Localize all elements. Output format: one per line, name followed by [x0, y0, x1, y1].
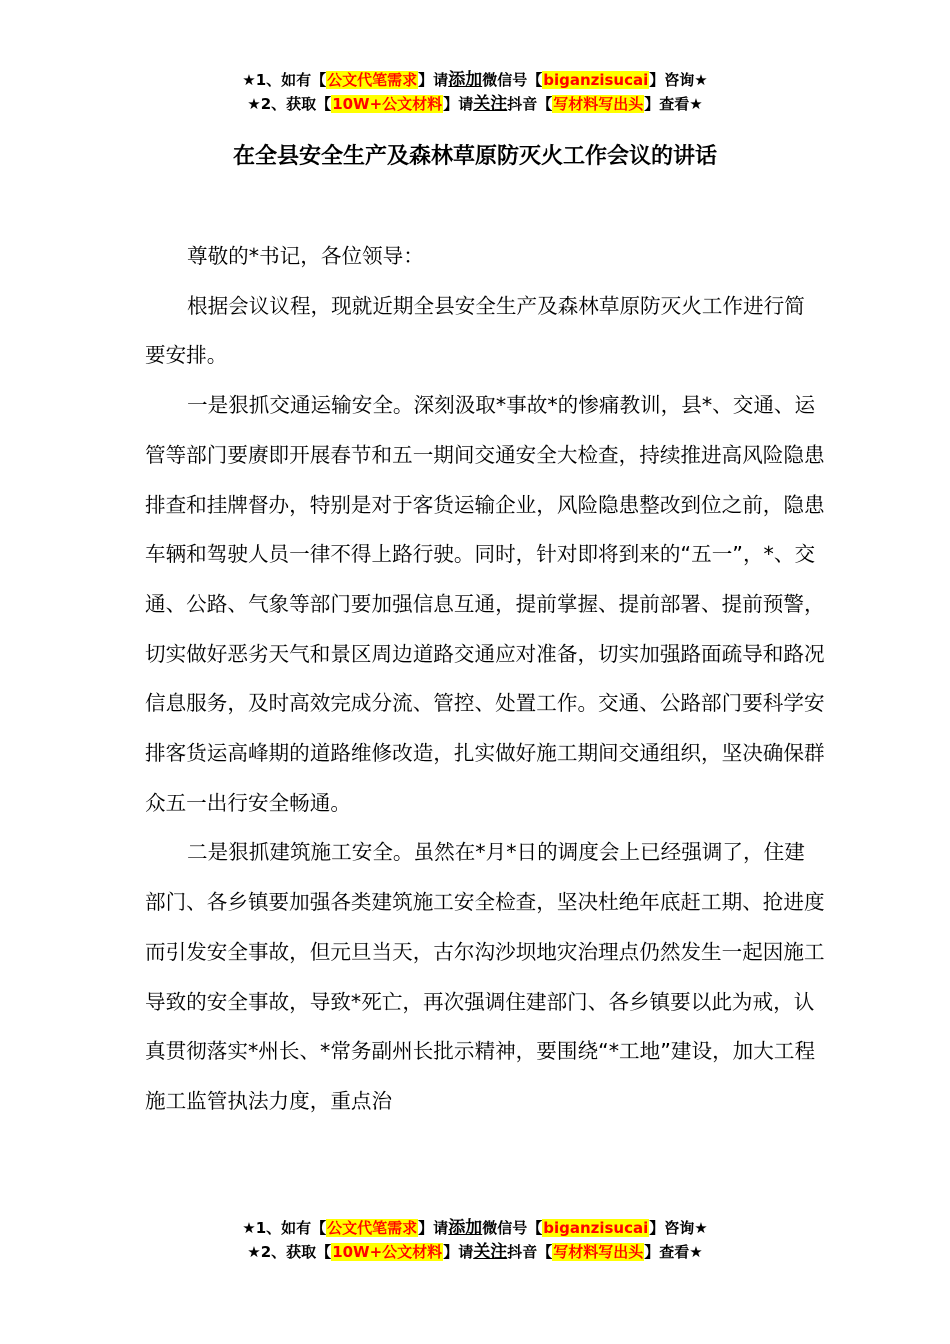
banner-text: 】咨询★ — [649, 1219, 708, 1237]
highlight-materials: 10W+公文材料 — [332, 1243, 443, 1261]
banner-text: 】请 — [443, 1243, 474, 1261]
highlight-service: 公文代笔需求 — [327, 1219, 418, 1237]
banner-text: 抖音【 — [507, 1243, 553, 1261]
banner-line-2 — [0, 1240, 950, 1264]
paragraph-intro: 根据会议议程，现就近期全县安全生产及森林草原防灭火工作进行简要安排。 — [145, 293, 805, 368]
document-body — [145, 232, 825, 1127]
highlight-wechat-id: biganzisucai — [543, 71, 649, 89]
banner-text: 】咨询★ — [649, 71, 708, 89]
banner-line-1 — [0, 68, 950, 92]
banner-text: ★2、获取【 — [247, 95, 332, 113]
banner-emphasis: 添加 — [448, 1218, 483, 1238]
banner-text: ★2、获取【 — [247, 1243, 332, 1261]
banner-emphasis: 添加 — [448, 70, 483, 90]
banner-text: ★1、如有【 — [242, 1219, 327, 1237]
banner-line-1 — [0, 1216, 950, 1240]
highlight-materials: 10W+公文材料 — [332, 95, 443, 113]
banner-text: 微信号【 — [482, 71, 543, 89]
banner-text: 】请 — [418, 71, 449, 89]
highlight-wechat-id: biganzisucai — [543, 1219, 649, 1237]
paragraph-construction-safety: 二是狠抓建筑施工安全。虽然在*月*日的调度会上已经强调了，住建部门、各乡镇要加强各类建筑施工安全检查，坚决杜绝年底赶工期、抢进度而引发安全事故，但元旦当天，古尔沟沙坝地灾治理点仍然发生一起因施工导致的安全事故，导致*死亡，再次强调住建部门、各乡镇要以此为戒，认真贯彻落实*州长、*常务副州长批示精神，要围绕“*工地”建设，加大工程施工监管执法力度，重点治 — [145, 840, 825, 1113]
highlight-service: 公文代笔需求 — [327, 71, 418, 89]
banner-emphasis: 关注 — [473, 1242, 508, 1262]
footer-banner — [0, 1216, 950, 1264]
banner-text: 】请 — [443, 95, 474, 113]
highlight-douyin: 写材料写出头 — [553, 95, 644, 113]
document-title: 在全县安全生产及森林草原防灭火工作会议的讲话 — [232, 144, 717, 169]
banner-text: ★1、如有【 — [242, 71, 327, 89]
paragraph-traffic-safety: 一是狠抓交通运输安全。深刻汲取*事故*的惨痛教训，县*、交通、运管等部门要赓即开展春节和五一期间交通安全大检查，持续推进高风险隐患排查和挂牌督办，特别是对于客货运输企业，风险隐患整改到位之前，隐患车辆和驾驶人员一律不得上路行驶。同时，针对即将到来的“五一”，*、交通、公路、气象等部门要加强信息互通，提前掌握、提前部署、提前预警，切实做好恶劣天气和景区周边道路交通应对准备，切实加强路面疏导和路况信息服务，及时高效完成分流、管控、处置工作。交通、公路部门要科学安排客货运高峰期的道路维修改造，扎实做好施工期间交通组织，坚决确保群众五一出行安全畅通。 — [145, 393, 825, 815]
banner-text: 微信号【 — [482, 1219, 543, 1237]
banner-text: 】查看★ — [644, 1243, 703, 1261]
header-banner — [0, 68, 950, 116]
banner-line-2 — [0, 92, 950, 116]
banner-text: 抖音【 — [507, 95, 553, 113]
banner-text: 】请 — [418, 1219, 449, 1237]
highlight-douyin: 写材料写出头 — [553, 1243, 644, 1261]
banner-text: 】查看★ — [644, 95, 703, 113]
banner-emphasis: 关注 — [473, 94, 508, 114]
salutation: 尊敬的*书记，各位领导： — [187, 244, 424, 268]
